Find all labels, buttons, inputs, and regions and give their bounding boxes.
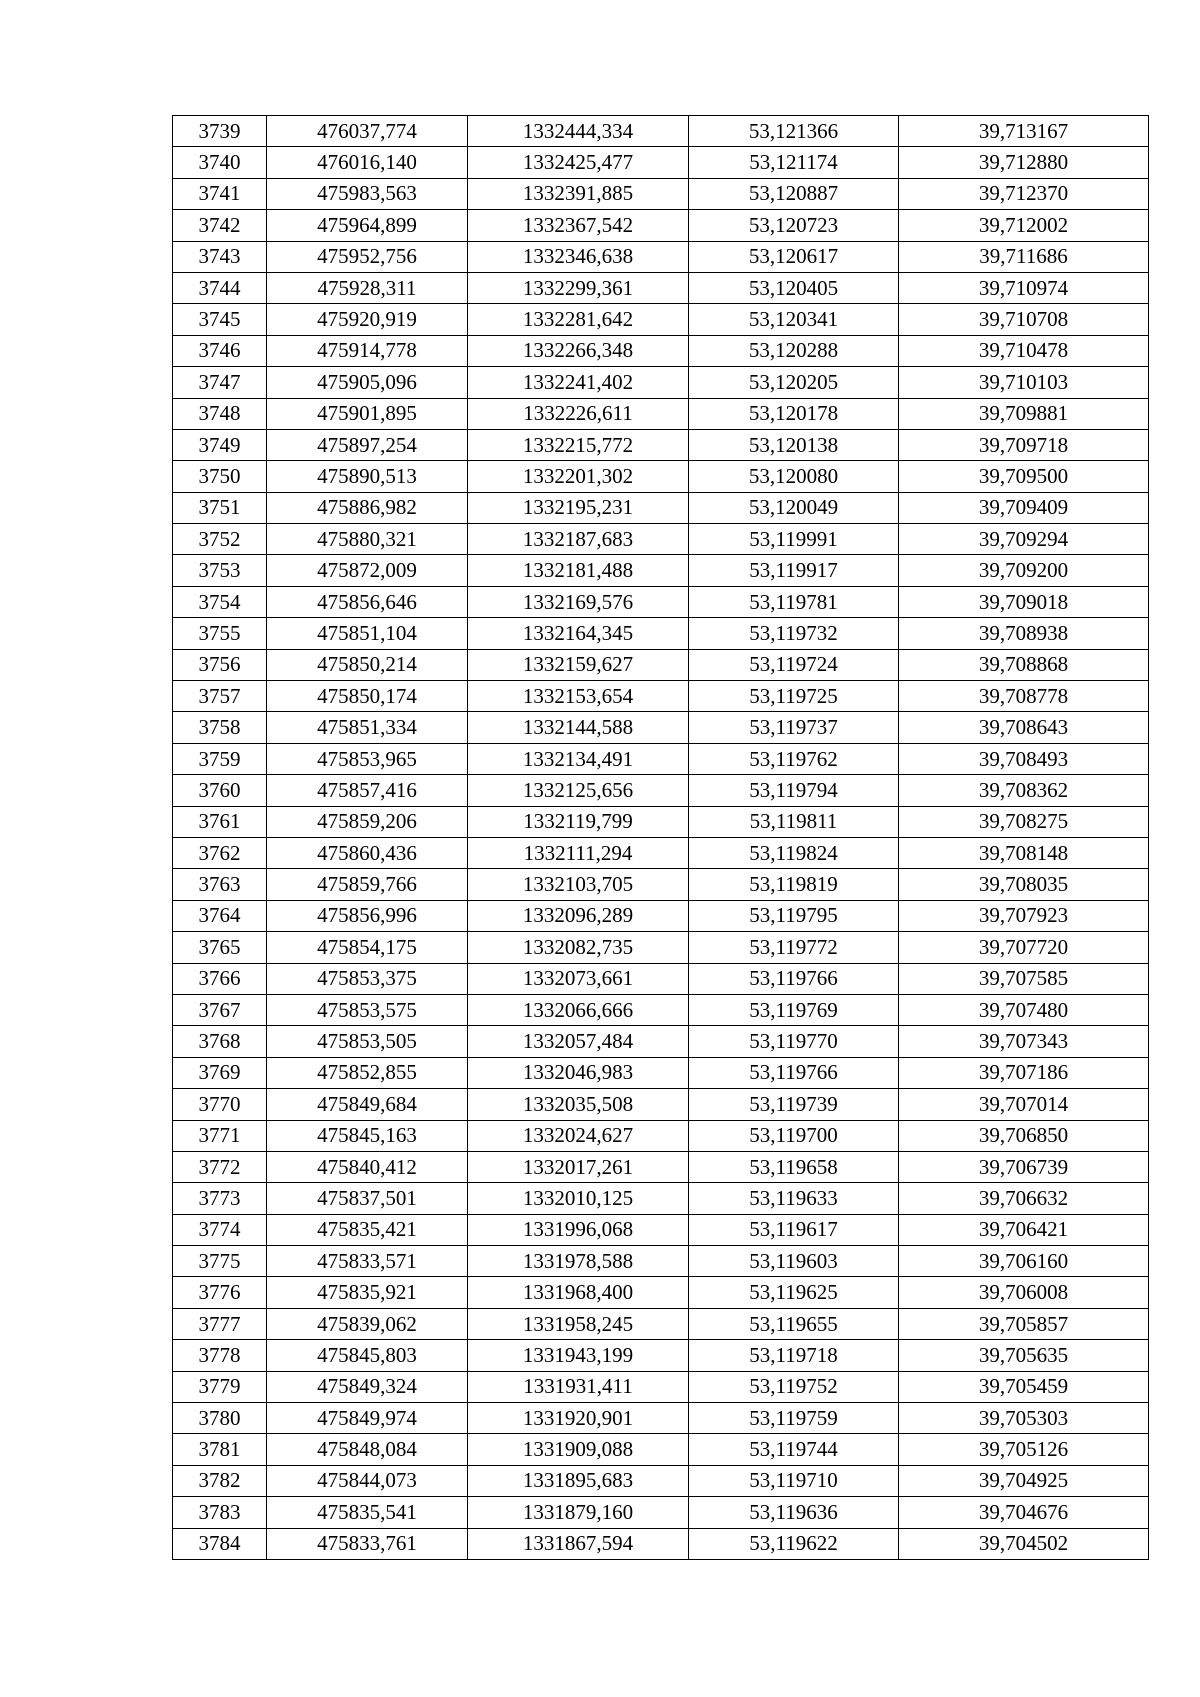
- y-coordinate-cell: 1332425,477: [468, 147, 689, 178]
- longitude-cell: 39,705126: [899, 1434, 1149, 1465]
- table-row: [173, 1528, 1149, 1559]
- y-coordinate-cell: 1331920,901: [468, 1403, 689, 1434]
- y-coordinate-cell: 1331867,594: [468, 1528, 689, 1559]
- latitude-cell: 53,120341: [689, 304, 899, 335]
- latitude-cell: 53,120288: [689, 335, 899, 366]
- table-row: [173, 1151, 1149, 1182]
- longitude-cell: 39,707585: [899, 963, 1149, 994]
- y-coordinate-cell: 1332082,735: [468, 932, 689, 963]
- latitude-cell: 53,119752: [689, 1371, 899, 1402]
- point-number-cell: 3781: [173, 1434, 267, 1465]
- y-coordinate-cell: 1332035,508: [468, 1089, 689, 1120]
- y-coordinate-cell: 1332181,488: [468, 555, 689, 586]
- x-coordinate-cell: 475897,254: [267, 429, 468, 460]
- longitude-cell: 39,708868: [899, 649, 1149, 680]
- table-row: [173, 869, 1149, 900]
- point-number-cell: 3772: [173, 1151, 267, 1182]
- latitude-cell: 53,119744: [689, 1434, 899, 1465]
- latitude-cell: 53,120887: [689, 178, 899, 209]
- y-coordinate-cell: 1332066,666: [468, 994, 689, 1025]
- point-number-cell: 3763: [173, 869, 267, 900]
- table-row: [173, 1089, 1149, 1120]
- latitude-cell: 53,119633: [689, 1183, 899, 1214]
- point-number-cell: 3747: [173, 367, 267, 398]
- longitude-cell: 39,710103: [899, 367, 1149, 398]
- table-row: [173, 1026, 1149, 1057]
- table-row: [173, 429, 1149, 460]
- point-number-cell: 3759: [173, 743, 267, 774]
- table-row: [173, 712, 1149, 743]
- point-number-cell: 3764: [173, 900, 267, 931]
- y-coordinate-cell: 1331943,199: [468, 1340, 689, 1371]
- latitude-cell: 53,120205: [689, 367, 899, 398]
- y-coordinate-cell: 1332169,576: [468, 586, 689, 617]
- y-coordinate-cell: 1332367,542: [468, 210, 689, 241]
- point-number-cell: 3774: [173, 1214, 267, 1245]
- point-number-cell: 3758: [173, 712, 267, 743]
- longitude-cell: 39,712880: [899, 147, 1149, 178]
- latitude-cell: 53,120049: [689, 492, 899, 523]
- longitude-cell: 39,710974: [899, 272, 1149, 303]
- y-coordinate-cell: 1332096,289: [468, 900, 689, 931]
- x-coordinate-cell: 475848,084: [267, 1434, 468, 1465]
- y-coordinate-cell: 1332046,983: [468, 1057, 689, 1088]
- y-coordinate-cell: 1332444,334: [468, 116, 689, 147]
- point-number-cell: 3760: [173, 775, 267, 806]
- longitude-cell: 39,705857: [899, 1308, 1149, 1339]
- x-coordinate-cell: 475849,684: [267, 1089, 468, 1120]
- longitude-cell: 39,713167: [899, 116, 1149, 147]
- point-number-cell: 3770: [173, 1089, 267, 1120]
- x-coordinate-cell: 475851,334: [267, 712, 468, 743]
- latitude-cell: 53,119603: [689, 1246, 899, 1277]
- x-coordinate-cell: 475853,965: [267, 743, 468, 774]
- latitude-cell: 53,119622: [689, 1528, 899, 1559]
- x-coordinate-cell: 475835,541: [267, 1497, 468, 1528]
- longitude-cell: 39,706421: [899, 1214, 1149, 1245]
- x-coordinate-cell: 475853,505: [267, 1026, 468, 1057]
- table-row: [173, 178, 1149, 209]
- longitude-cell: 39,706632: [899, 1183, 1149, 1214]
- table-row: [173, 1465, 1149, 1496]
- table-row: [173, 900, 1149, 931]
- x-coordinate-cell: 475857,416: [267, 775, 468, 806]
- longitude-cell: 39,708362: [899, 775, 1149, 806]
- longitude-cell: 39,709200: [899, 555, 1149, 586]
- longitude-cell: 39,707720: [899, 932, 1149, 963]
- table-row: [173, 1214, 1149, 1245]
- y-coordinate-cell: 1332215,772: [468, 429, 689, 460]
- y-coordinate-cell: 1331909,088: [468, 1434, 689, 1465]
- x-coordinate-cell: 475852,855: [267, 1057, 468, 1088]
- table-row: [173, 681, 1149, 712]
- longitude-cell: 39,710708: [899, 304, 1149, 335]
- y-coordinate-cell: 1332281,642: [468, 304, 689, 335]
- longitude-cell: 39,708275: [899, 806, 1149, 837]
- y-coordinate-cell: 1331931,411: [468, 1371, 689, 1402]
- y-coordinate-cell: 1332346,638: [468, 241, 689, 272]
- longitude-cell: 39,706850: [899, 1120, 1149, 1151]
- table-row: [173, 743, 1149, 774]
- x-coordinate-cell: 475856,996: [267, 900, 468, 931]
- longitude-cell: 39,708035: [899, 869, 1149, 900]
- x-coordinate-cell: 475849,324: [267, 1371, 468, 1402]
- table-row: [173, 932, 1149, 963]
- y-coordinate-cell: 1332299,361: [468, 272, 689, 303]
- point-number-cell: 3748: [173, 398, 267, 429]
- table-row: [173, 649, 1149, 680]
- latitude-cell: 53,119718: [689, 1340, 899, 1371]
- x-coordinate-cell: 475872,009: [267, 555, 468, 586]
- point-number-cell: 3756: [173, 649, 267, 680]
- y-coordinate-cell: 1332103,705: [468, 869, 689, 900]
- longitude-cell: 39,705635: [899, 1340, 1149, 1371]
- longitude-cell: 39,712002: [899, 210, 1149, 241]
- latitude-cell: 53,120617: [689, 241, 899, 272]
- y-coordinate-cell: 1331879,160: [468, 1497, 689, 1528]
- latitude-cell: 53,119724: [689, 649, 899, 680]
- table-row: [173, 116, 1149, 147]
- longitude-cell: 39,704676: [899, 1497, 1149, 1528]
- point-number-cell: 3783: [173, 1497, 267, 1528]
- point-number-cell: 3776: [173, 1277, 267, 1308]
- table-row: [173, 555, 1149, 586]
- y-coordinate-cell: 1332241,402: [468, 367, 689, 398]
- longitude-cell: 39,709500: [899, 461, 1149, 492]
- y-coordinate-cell: 1331996,068: [468, 1214, 689, 1245]
- latitude-cell: 53,120723: [689, 210, 899, 241]
- table-row: [173, 1403, 1149, 1434]
- point-number-cell: 3765: [173, 932, 267, 963]
- x-coordinate-cell: 475850,174: [267, 681, 468, 712]
- x-coordinate-cell: 475856,646: [267, 586, 468, 617]
- table-row: [173, 963, 1149, 994]
- y-coordinate-cell: 1332187,683: [468, 524, 689, 555]
- longitude-cell: 39,708938: [899, 618, 1149, 649]
- point-number-cell: 3771: [173, 1120, 267, 1151]
- x-coordinate-cell: 475859,206: [267, 806, 468, 837]
- point-number-cell: 3782: [173, 1465, 267, 1496]
- latitude-cell: 53,119795: [689, 900, 899, 931]
- longitude-cell: 39,707014: [899, 1089, 1149, 1120]
- x-coordinate-cell: 475835,921: [267, 1277, 468, 1308]
- y-coordinate-cell: 1331895,683: [468, 1465, 689, 1496]
- y-coordinate-cell: 1332391,885: [468, 178, 689, 209]
- latitude-cell: 53,119917: [689, 555, 899, 586]
- latitude-cell: 53,119991: [689, 524, 899, 555]
- x-coordinate-cell: 475853,375: [267, 963, 468, 994]
- x-coordinate-cell: 475983,563: [267, 178, 468, 209]
- x-coordinate-cell: 475845,163: [267, 1120, 468, 1151]
- table-row: [173, 1183, 1149, 1214]
- y-coordinate-cell: 1332195,231: [468, 492, 689, 523]
- longitude-cell: 39,708643: [899, 712, 1149, 743]
- point-number-cell: 3779: [173, 1371, 267, 1402]
- table-row: [173, 1246, 1149, 1277]
- longitude-cell: 39,704502: [899, 1528, 1149, 1559]
- point-number-cell: 3773: [173, 1183, 267, 1214]
- point-number-cell: 3766: [173, 963, 267, 994]
- table-row: [173, 147, 1149, 178]
- longitude-cell: 39,710478: [899, 335, 1149, 366]
- latitude-cell: 53,119770: [689, 1026, 899, 1057]
- y-coordinate-cell: 1331958,245: [468, 1308, 689, 1339]
- x-coordinate-cell: 475880,321: [267, 524, 468, 555]
- table-row: [173, 524, 1149, 555]
- latitude-cell: 53,119772: [689, 932, 899, 963]
- point-number-cell: 3749: [173, 429, 267, 460]
- x-coordinate-cell: 475833,571: [267, 1246, 468, 1277]
- table-row: [173, 210, 1149, 241]
- x-coordinate-cell: 475833,761: [267, 1528, 468, 1559]
- y-coordinate-cell: 1332119,799: [468, 806, 689, 837]
- longitude-cell: 39,708778: [899, 681, 1149, 712]
- latitude-cell: 53,119811: [689, 806, 899, 837]
- latitude-cell: 53,119625: [689, 1277, 899, 1308]
- x-coordinate-cell: 476016,140: [267, 147, 468, 178]
- x-coordinate-cell: 475859,766: [267, 869, 468, 900]
- point-number-cell: 3746: [173, 335, 267, 366]
- latitude-cell: 53,119794: [689, 775, 899, 806]
- point-number-cell: 3739: [173, 116, 267, 147]
- x-coordinate-cell: 475905,096: [267, 367, 468, 398]
- y-coordinate-cell: 1331978,588: [468, 1246, 689, 1277]
- x-coordinate-cell: 475890,513: [267, 461, 468, 492]
- latitude-cell: 53,120405: [689, 272, 899, 303]
- latitude-cell: 53,119737: [689, 712, 899, 743]
- x-coordinate-cell: 475928,311: [267, 272, 468, 303]
- table-row: [173, 806, 1149, 837]
- longitude-cell: 39,711686: [899, 241, 1149, 272]
- longitude-cell: 39,706739: [899, 1151, 1149, 1182]
- table-row: [173, 837, 1149, 868]
- point-number-cell: 3743: [173, 241, 267, 272]
- table-row: [173, 492, 1149, 523]
- latitude-cell: 53,121366: [689, 116, 899, 147]
- longitude-cell: 39,708493: [899, 743, 1149, 774]
- y-coordinate-cell: 1332024,627: [468, 1120, 689, 1151]
- point-number-cell: 3744: [173, 272, 267, 303]
- table-row: [173, 461, 1149, 492]
- y-coordinate-cell: 1332134,491: [468, 743, 689, 774]
- x-coordinate-cell: 475845,803: [267, 1340, 468, 1371]
- longitude-cell: 39,704925: [899, 1465, 1149, 1496]
- latitude-cell: 53,119766: [689, 963, 899, 994]
- point-number-cell: 3740: [173, 147, 267, 178]
- x-coordinate-cell: 475849,974: [267, 1403, 468, 1434]
- point-number-cell: 3745: [173, 304, 267, 335]
- latitude-cell: 53,119725: [689, 681, 899, 712]
- table-row: [173, 335, 1149, 366]
- coordinates-table: [172, 115, 1149, 1560]
- point-number-cell: 3767: [173, 994, 267, 1025]
- point-number-cell: 3751: [173, 492, 267, 523]
- table-row: [173, 1120, 1149, 1151]
- longitude-cell: 39,709294: [899, 524, 1149, 555]
- x-coordinate-cell: 475835,421: [267, 1214, 468, 1245]
- point-number-cell: 3762: [173, 837, 267, 868]
- point-number-cell: 3753: [173, 555, 267, 586]
- x-coordinate-cell: 475860,436: [267, 837, 468, 868]
- x-coordinate-cell: 475920,919: [267, 304, 468, 335]
- table-row: [173, 1057, 1149, 1088]
- y-coordinate-cell: 1332125,656: [468, 775, 689, 806]
- y-coordinate-cell: 1332159,627: [468, 649, 689, 680]
- latitude-cell: 53,119710: [689, 1465, 899, 1496]
- y-coordinate-cell: 1331968,400: [468, 1277, 689, 1308]
- latitude-cell: 53,120178: [689, 398, 899, 429]
- latitude-cell: 53,119617: [689, 1214, 899, 1245]
- table-row: [173, 994, 1149, 1025]
- longitude-cell: 39,712370: [899, 178, 1149, 209]
- latitude-cell: 53,120080: [689, 461, 899, 492]
- longitude-cell: 39,709409: [899, 492, 1149, 523]
- longitude-cell: 39,706160: [899, 1246, 1149, 1277]
- x-coordinate-cell: 475964,899: [267, 210, 468, 241]
- latitude-cell: 53,119759: [689, 1403, 899, 1434]
- y-coordinate-cell: 1332073,661: [468, 963, 689, 994]
- point-number-cell: 3761: [173, 806, 267, 837]
- y-coordinate-cell: 1332201,302: [468, 461, 689, 492]
- table-row: [173, 272, 1149, 303]
- table-row: [173, 1277, 1149, 1308]
- longitude-cell: 39,709718: [899, 429, 1149, 460]
- point-number-cell: 3769: [173, 1057, 267, 1088]
- y-coordinate-cell: 1332010,125: [468, 1183, 689, 1214]
- latitude-cell: 53,121174: [689, 147, 899, 178]
- latitude-cell: 53,119762: [689, 743, 899, 774]
- x-coordinate-cell: 475886,982: [267, 492, 468, 523]
- y-coordinate-cell: 1332266,348: [468, 335, 689, 366]
- table-row: [173, 586, 1149, 617]
- table-row: [173, 367, 1149, 398]
- y-coordinate-cell: 1332017,261: [468, 1151, 689, 1182]
- y-coordinate-cell: 1332144,588: [468, 712, 689, 743]
- longitude-cell: 39,705303: [899, 1403, 1149, 1434]
- longitude-cell: 39,705459: [899, 1371, 1149, 1402]
- x-coordinate-cell: 475851,104: [267, 618, 468, 649]
- point-number-cell: 3757: [173, 681, 267, 712]
- longitude-cell: 39,709018: [899, 586, 1149, 617]
- coordinates-table-body: [173, 116, 1149, 1560]
- table-row: [173, 1308, 1149, 1339]
- table-row: [173, 1434, 1149, 1465]
- latitude-cell: 53,119658: [689, 1151, 899, 1182]
- y-coordinate-cell: 1332153,654: [468, 681, 689, 712]
- x-coordinate-cell: 475837,501: [267, 1183, 468, 1214]
- point-number-cell: 3775: [173, 1246, 267, 1277]
- longitude-cell: 39,707343: [899, 1026, 1149, 1057]
- y-coordinate-cell: 1332164,345: [468, 618, 689, 649]
- y-coordinate-cell: 1332057,484: [468, 1026, 689, 1057]
- point-number-cell: 3780: [173, 1403, 267, 1434]
- table-row: [173, 775, 1149, 806]
- x-coordinate-cell: 475901,895: [267, 398, 468, 429]
- point-number-cell: 3777: [173, 1308, 267, 1339]
- point-number-cell: 3768: [173, 1026, 267, 1057]
- x-coordinate-cell: 475854,175: [267, 932, 468, 963]
- y-coordinate-cell: 1332226,611: [468, 398, 689, 429]
- longitude-cell: 39,709881: [899, 398, 1149, 429]
- table-row: [173, 1340, 1149, 1371]
- longitude-cell: 39,706008: [899, 1277, 1149, 1308]
- point-number-cell: 3755: [173, 618, 267, 649]
- table-row: [173, 304, 1149, 335]
- table-row: [173, 398, 1149, 429]
- point-number-cell: 3742: [173, 210, 267, 241]
- latitude-cell: 53,119732: [689, 618, 899, 649]
- x-coordinate-cell: 475853,575: [267, 994, 468, 1025]
- table-row: [173, 1497, 1149, 1528]
- point-number-cell: 3754: [173, 586, 267, 617]
- y-coordinate-cell: 1332111,294: [468, 837, 689, 868]
- latitude-cell: 53,119781: [689, 586, 899, 617]
- latitude-cell: 53,119700: [689, 1120, 899, 1151]
- latitude-cell: 53,119766: [689, 1057, 899, 1088]
- x-coordinate-cell: 475844,073: [267, 1465, 468, 1496]
- point-number-cell: 3784: [173, 1528, 267, 1559]
- x-coordinate-cell: 475914,778: [267, 335, 468, 366]
- longitude-cell: 39,707186: [899, 1057, 1149, 1088]
- latitude-cell: 53,120138: [689, 429, 899, 460]
- x-coordinate-cell: 476037,774: [267, 116, 468, 147]
- latitude-cell: 53,119739: [689, 1089, 899, 1120]
- x-coordinate-cell: 475952,756: [267, 241, 468, 272]
- point-number-cell: 3741: [173, 178, 267, 209]
- point-number-cell: 3778: [173, 1340, 267, 1371]
- x-coordinate-cell: 475850,214: [267, 649, 468, 680]
- table-row: [173, 241, 1149, 272]
- latitude-cell: 53,119824: [689, 837, 899, 868]
- point-number-cell: 3750: [173, 461, 267, 492]
- x-coordinate-cell: 475839,062: [267, 1308, 468, 1339]
- longitude-cell: 39,707480: [899, 994, 1149, 1025]
- x-coordinate-cell: 475840,412: [267, 1151, 468, 1182]
- latitude-cell: 53,119655: [689, 1308, 899, 1339]
- longitude-cell: 39,707923: [899, 900, 1149, 931]
- latitude-cell: 53,119636: [689, 1497, 899, 1528]
- point-number-cell: 3752: [173, 524, 267, 555]
- table-row: [173, 1371, 1149, 1402]
- latitude-cell: 53,119819: [689, 869, 899, 900]
- longitude-cell: 39,708148: [899, 837, 1149, 868]
- latitude-cell: 53,119769: [689, 994, 899, 1025]
- table-row: [173, 618, 1149, 649]
